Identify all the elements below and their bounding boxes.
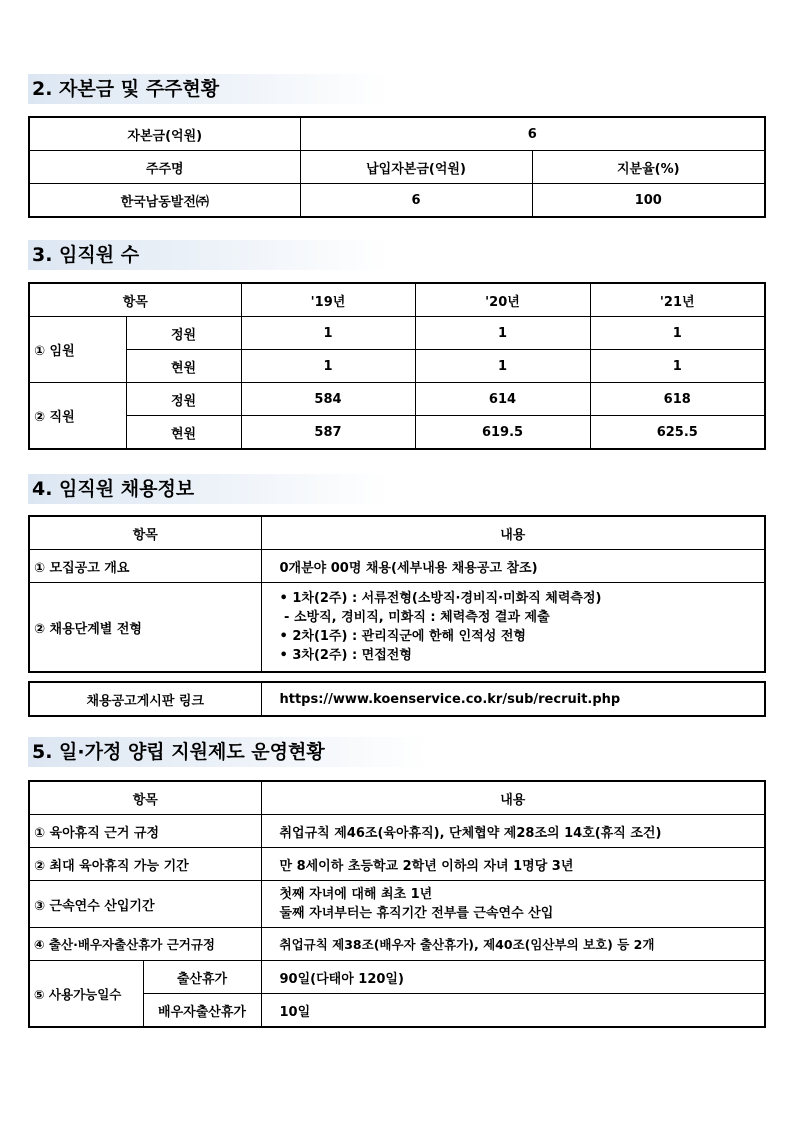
table-cell: 587: [241, 416, 415, 450]
row-label: ③ 근속연수 산입기간: [29, 881, 261, 928]
row-label: 정원: [126, 317, 241, 350]
header-share-ratio: 지분율(%): [532, 151, 765, 184]
capital-shareholder-table: [28, 116, 766, 218]
capital-label: 자본금(억원): [29, 117, 300, 151]
table-cell: 1: [415, 350, 590, 383]
section-5-title: 5. 일·가정 양립 지원제도 운영현황: [28, 737, 428, 767]
row-label: 현원: [126, 350, 241, 383]
list-item: 첫째 자녀에 대해 최초 1년: [279, 887, 433, 902]
row-label: ② 최대 육아휴직 가능 기간: [29, 848, 261, 881]
header-item: 항목: [29, 283, 241, 317]
row-label: ② 채용단계별 전형: [29, 583, 261, 673]
group-executive: ① 임원: [29, 317, 126, 383]
link-label: 채용공고게시판 링크: [29, 682, 261, 716]
row-label: ① 육아휴직 근거 규정: [29, 815, 261, 848]
header-item: 항목: [29, 516, 261, 550]
table-cell: 만 8세이하 초등학교 2학년 이하의 자녀 1명당 3년: [261, 848, 765, 881]
list-item: 둘째 자녀부터는 휴직기간 전부를 근속연수 산입: [279, 906, 554, 921]
recruitment-link[interactable]: https://www.koenservice.co.kr/sub/recruit.php: [261, 682, 765, 716]
table-cell: 0개분야 00명 채용(세부내용 채용공고 참조): [261, 550, 765, 583]
header-item: 항목: [29, 781, 261, 815]
table-cell: 619.5: [415, 416, 590, 450]
section-4-title: 4. 임직원 채용정보: [28, 474, 388, 504]
shareholder-name: 한국남동발전㈜: [29, 184, 300, 218]
table-cell: 584: [241, 383, 415, 416]
list-item: • 3차(2주) : 면접전형: [279, 648, 412, 663]
table-cell: 1: [415, 317, 590, 350]
header-paid-capital: 납입자본금(억원): [300, 151, 532, 184]
group-staff: ② 직원: [29, 383, 126, 450]
table-cell: 1: [241, 317, 415, 350]
capital-value: 6: [300, 117, 765, 151]
share-ratio-value: 100: [532, 184, 765, 218]
row-label: 배우자출산휴가: [143, 994, 261, 1028]
list-item: - 소방직, 경비직, 미화직 : 체력측정 결과 제출: [279, 610, 550, 625]
table-cell: 614: [415, 383, 590, 416]
table-cell: 618: [590, 383, 765, 416]
table-cell: 1: [590, 350, 765, 383]
row-label: ④ 출산·배우자출산휴가 근거규정: [29, 928, 261, 961]
row-label: 정원: [126, 383, 241, 416]
table-cell: 90일(다태아 120일): [261, 961, 765, 994]
table-cell: 취업규칙 제38조(배우자 출산휴가), 제40조(임산부의 보호) 등 2개: [261, 928, 765, 961]
paid-capital-value: 6: [300, 184, 532, 218]
table-cell: [261, 881, 765, 928]
usable-days-label: ⑤ 사용가능일수: [29, 961, 143, 1028]
header-year-20: '20년: [415, 283, 590, 317]
table-cell: [261, 583, 765, 673]
list-item: • 1차(2주) : 서류전형(소방직·경비직·미화직 체력측정): [279, 591, 602, 606]
recruitment-link-table: [28, 681, 766, 717]
work-family-balance-table: [28, 780, 766, 1028]
header-content: 내용: [261, 516, 765, 550]
row-label: 현원: [126, 416, 241, 450]
row-label: ① 모집공고 개요: [29, 550, 261, 583]
table-cell: 10일: [261, 994, 765, 1028]
table-cell: 1: [241, 350, 415, 383]
list-item: • 2차(1주) : 관리직군에 한해 인적성 전형: [279, 629, 526, 644]
table-cell: 625.5: [590, 416, 765, 450]
header-content: 내용: [261, 781, 765, 815]
recruitment-table: [28, 515, 766, 673]
header-shareholder: 주주명: [29, 151, 300, 184]
section-3-title: 3. 임직원 수: [28, 240, 388, 270]
table-cell: 1: [590, 317, 765, 350]
table-cell: 취업규칙 제46조(육아휴직), 단체협약 제28조의 14호(휴직 조건): [261, 815, 765, 848]
header-year-19: '19년: [241, 283, 415, 317]
section-2-title: 2. 자본금 및 주주현황: [28, 74, 388, 104]
header-year-21: '21년: [590, 283, 765, 317]
employee-count-table: [28, 282, 766, 450]
row-label: 출산휴가: [143, 961, 261, 994]
